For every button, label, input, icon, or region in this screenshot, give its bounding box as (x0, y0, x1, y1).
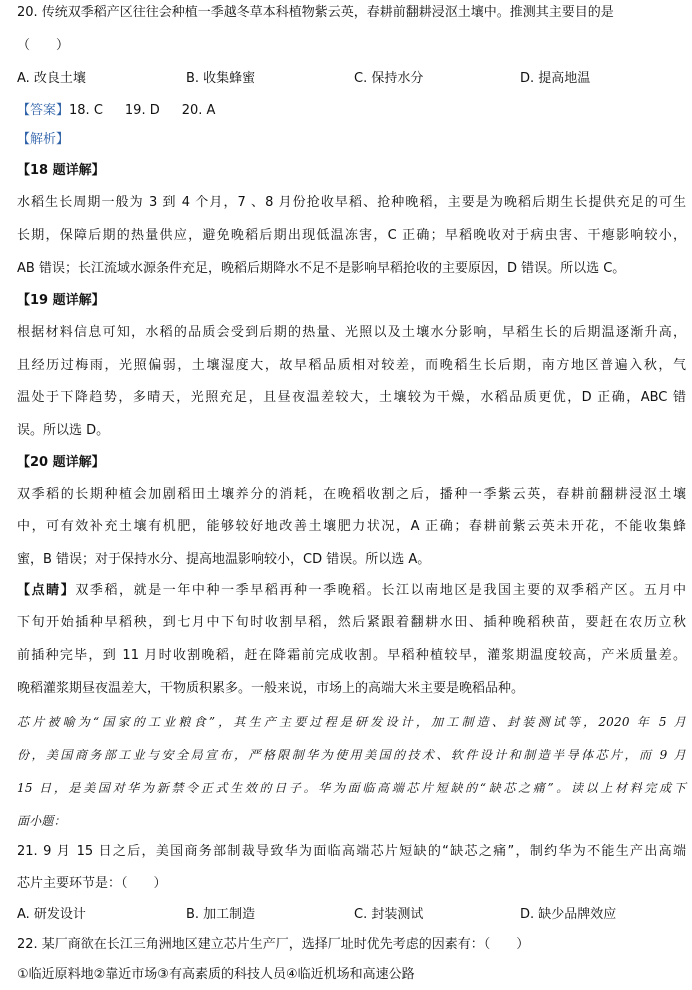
q21-stem: 21. 9 月 15 日之后，美国商务部制裁导致华为面临高端芯片短缺的“缺芯之痛”，制约华为不能生产出高端 (17, 844, 686, 859)
material-line: 15 日，是美国对华为新禁令正式生效的日子。华为面临高端芯片短缺的“缺芯之痛”。读以上材料完成下 (17, 781, 686, 795)
q20-option-b: B. 收集蜂蜜 (186, 71, 256, 86)
q21-option-c: C. 封装测试 (354, 907, 424, 922)
answer-item-19: 19. D (124, 103, 160, 118)
d19-title: 【19 题详解】 (17, 293, 105, 308)
q21-stem-cont: 芯片主要环节是：（ ） (17, 876, 167, 891)
q21-option-b: B. 加工制造 (186, 907, 256, 922)
answer-item-18: 18. C (69, 103, 103, 118)
d20-line: 双季稻的长期种植会加剧稻田土壤养分的消耗，在晚稻收割之后，播种一季紫云英，春耕前翻耕浸沤土壤 (17, 487, 686, 502)
answer-label: 【答案】 (17, 103, 70, 118)
q22-items: ①临近原料地②靠近市场③有高素质的科技人员④临近机场和高速公路 (17, 967, 415, 982)
d18-line: 长期，保障后期的热量供应，避免晚稻后期出现低温冻害，C 正确；早稻晚收对于病虫害、干瘪影响较小， (17, 228, 686, 243)
q20-option-a: A. 改良土壤 (17, 71, 86, 86)
tip-line: 下旬开始插种早稻秧，到七月中下旬时收割早稻，然后紧跟着翻耕水田、插种晚稻秧苗，要赶在农历立秋 (17, 615, 686, 630)
material-line: 面小题： (17, 814, 66, 828)
q22-stem: 22. 某厂商欲在长江三角洲地区建立芯片生产厂，选择厂址时优先考虑的因素有：（ ） (17, 937, 530, 952)
q21-option-a: A. 研发设计 (17, 907, 86, 922)
tip-line: 前插种完毕，到 11 月时收割晚稻，赶在降霜前完成收割。早稻种植较早，灌浆期温度较高，产米质量差。 (17, 648, 686, 663)
d20-line: 中，可有效补充土壤有机肥，能够较好地改善土壤肥力状况，A 正确；春耕前紫云英未开花，不能收集蜂 (17, 519, 686, 534)
q20-option-c: C. 保持水分 (354, 71, 424, 86)
d18-line: AB 错误；长江流域水源条件充足，晚稻后期降水不足不是影响早稻抢收的主要原因，D 错误。所以选 C。 (17, 261, 626, 276)
d19-line: 温处于下降趋势，多晴天，光照充足，且昼夜温差较大，土壤较为干燥，水稻品质更优，D 正确，ABC 错 (17, 390, 686, 405)
material-line: 芯片被喻为“国家的工业粮食”，其生产主要过程是研发设计，加工制造、封装测试等，2020 年 5 月 (17, 715, 686, 729)
material-line: 份，美国商务部工业与安全局宣布，严格限制华为使用美国的技术、软件设计和制造半导体芯片，而 9 月 (17, 748, 686, 762)
d18-line: 水稻生长周期一般为 3 到 4 个月，7 、8 月份抢收早稻、抢种晚稻，主要是为晚稻后期生长提供充足的可生 (17, 195, 686, 210)
tip-text: 双季稻，就是一年中种一季早稻再种一季晚稻。长江以南地区是我国主要的双季稻产区。五月中 (75, 583, 686, 598)
d20-title: 【20 题详解】 (17, 455, 105, 470)
d19-line: 误。所以选 D。 (17, 423, 110, 438)
q20-paren: （ ） (17, 38, 70, 53)
d19-line: 根据材料信息可知，水稻的品质会受到后期的热量、光照以及土壤水分影响，早稻生长的后期温逐渐升高， (17, 325, 686, 340)
d20-line: 蜜，B 错误；对于保持水分、提高地温影响较小，CD 错误。所以选 A。 (17, 552, 431, 567)
q20-stem: 20. 传统双季稻产区往往会种植一季越冬草本科植物紫云英，春耕前翻耕浸沤土壤中。推测其主要目的是 (17, 5, 614, 20)
tip-line (0, 582, 692, 600)
answer-item-20: 20. A (181, 103, 216, 118)
answer-line (0, 102, 692, 120)
tip-label: 【点睛】 (17, 583, 76, 598)
d18-title: 【18 题详解】 (17, 163, 105, 178)
tip-line: 晚稻灌浆期昼夜温差大，干物质积累多。一般来说，市场上的高端大米主要是晚稻品种。 (17, 681, 525, 696)
q21-option-d: D. 缺少品牌效应 (520, 907, 617, 922)
analysis-label: 【解析】 (17, 132, 70, 147)
d19-line: 且经历过梅雨，光照偏弱，土壤湿度大，故早稻品质相对较差，而晚稻生长后期，南方地区普遍入秋，气 (17, 358, 686, 373)
q20-option-d: D. 提高地温 (520, 71, 591, 86)
